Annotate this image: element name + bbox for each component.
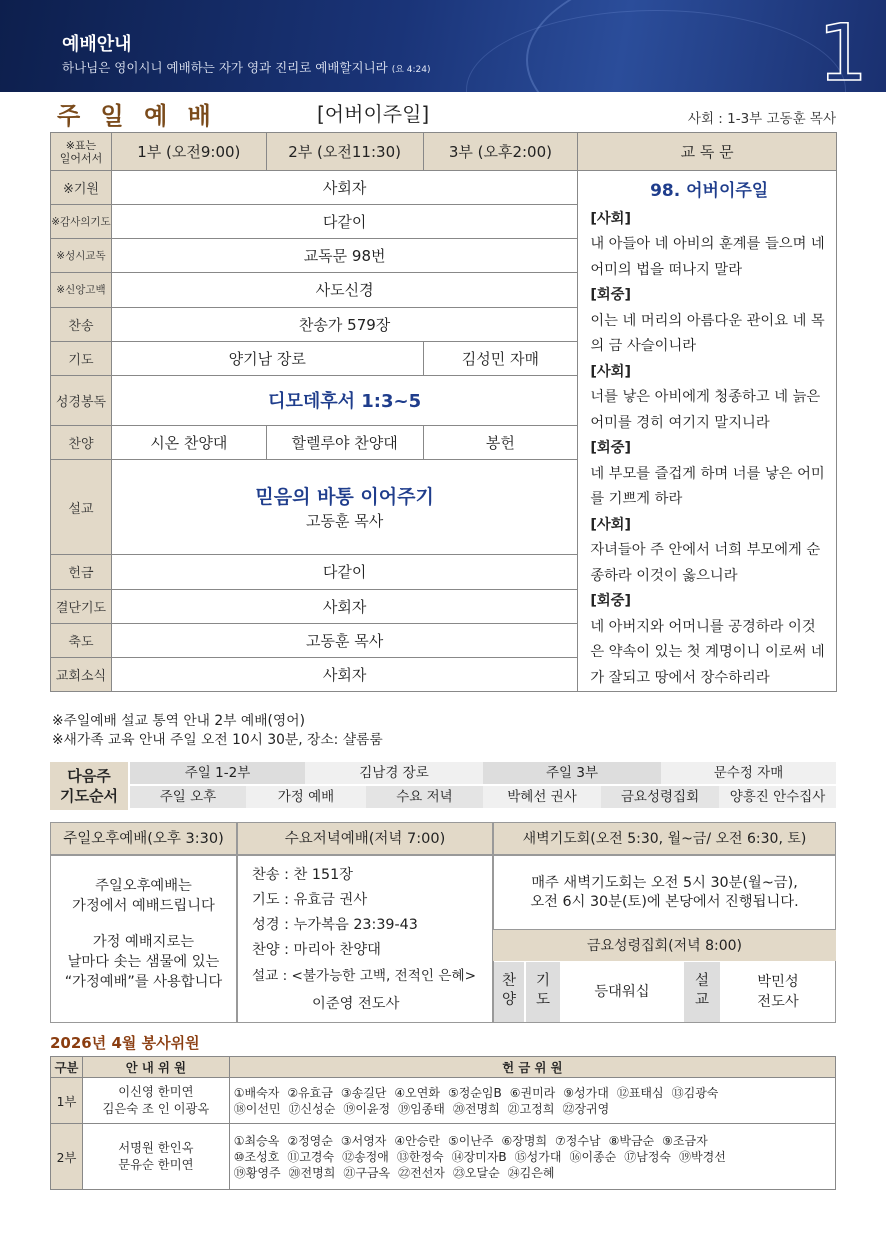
row-value: 사도신경 bbox=[111, 273, 577, 307]
friday-header: 금요성령집회(저녁 8:00) bbox=[493, 929, 836, 961]
choir-2: 할렐루야 찬양대 bbox=[266, 425, 423, 459]
friday-praise-label: 찬 양 bbox=[494, 962, 524, 1022]
responsive-reading bbox=[578, 171, 837, 692]
notes bbox=[52, 712, 383, 750]
verse-ref: (요 4:24) bbox=[391, 65, 431, 75]
row-label: 찬송 bbox=[51, 307, 112, 341]
offering-name: ⑫송정애 bbox=[342, 1149, 389, 1164]
offering-name: ㉔김은혜 bbox=[507, 1165, 555, 1180]
offering-name: ⑲박경선 bbox=[679, 1149, 726, 1164]
reading-line bbox=[590, 360, 828, 437]
col-group: 구분 bbox=[51, 1057, 83, 1078]
sunday-pm-text-2: 가정 예배지로는 날마다 솟는 샘물에 있는 “가정예배”를 사용합니다 bbox=[64, 934, 223, 990]
row-value: 다같이 bbox=[111, 205, 577, 239]
friday-sermon-label: 설 교 bbox=[684, 962, 720, 1022]
offering-name: ⑫표태심 bbox=[616, 1085, 664, 1100]
offering-name: ⑦정수남 bbox=[555, 1133, 601, 1148]
prayer-order-cell: 김남경 장로 bbox=[305, 762, 483, 784]
service-3-header: 3부 (오후2:00) bbox=[423, 133, 578, 171]
friday-prayer-value: 등대워십 bbox=[594, 984, 650, 1000]
offering-name: ⑲임종태 bbox=[398, 1101, 445, 1116]
reading-role: [사회] bbox=[590, 210, 632, 227]
row-value: 사회자 bbox=[111, 171, 577, 205]
note-line: ※주일예배 설교 통역 안내 2부 예배(영어) bbox=[52, 713, 305, 729]
reading-line bbox=[590, 513, 828, 590]
dawn-line: 매주 새벽기도회는 오전 5시 30분(월~금), bbox=[531, 875, 798, 891]
offering-name: ⑪고경숙 bbox=[287, 1149, 335, 1164]
row-label: 성경봉독 bbox=[51, 375, 112, 425]
mark-line: ※표는 bbox=[65, 138, 97, 152]
offering-name: ④오연화 bbox=[394, 1085, 440, 1100]
sermon-preacher: 고동훈 목사 bbox=[306, 511, 384, 530]
wednesday-line: 기도 : 유효금 권사 bbox=[252, 892, 368, 908]
row-value: 교독문 98번 bbox=[111, 239, 577, 273]
offering-name: ⑨조금자 bbox=[662, 1133, 708, 1148]
worship-host: 사회 : 1-3부 고동훈 목사 bbox=[687, 111, 836, 127]
row-value: 사회자 bbox=[111, 657, 577, 691]
offering-list bbox=[229, 1078, 835, 1124]
offering-name: ⑬한정숙 bbox=[396, 1149, 444, 1164]
row-label: 축도 bbox=[51, 623, 112, 657]
offering-name: ⑲이윤정 bbox=[343, 1101, 391, 1116]
row-label: ※신앙고백 bbox=[51, 273, 112, 307]
wednesday-line: 설교 : <불가능한 고백, 전적인 은혜> bbox=[252, 968, 476, 984]
reading-text: 네 부모를 즐겁게 하며 너를 낳은 어미를 기쁘게 하라 bbox=[590, 465, 825, 507]
wednesday-header: 수요저녁예배(저녁 7:00) bbox=[237, 822, 493, 855]
page-number bbox=[818, 14, 868, 86]
row-label: ※성시교독 bbox=[51, 239, 112, 273]
offering-name: ㉓오달순 bbox=[452, 1165, 500, 1180]
reading-line bbox=[590, 207, 828, 284]
offering-list bbox=[229, 1124, 835, 1190]
stand-mark-header bbox=[51, 133, 112, 171]
prayer-order-cell: 가정 예배 bbox=[246, 786, 366, 808]
offering-name: ⑨성가대 bbox=[563, 1085, 609, 1100]
reading-header: 교 독 문 bbox=[578, 133, 837, 171]
reading-text: 이는 네 머리의 아름다운 관이요 네 목의 금 사슬이니라 bbox=[590, 312, 825, 354]
dawn-header: 새벽기도회(오전 5:30, 월~금/ 오전 6:30, 토) bbox=[493, 822, 836, 855]
offering-name: ⑤이난주 bbox=[447, 1133, 494, 1148]
prayer-order-cell: 수요 저녁 bbox=[366, 786, 483, 808]
reading-line bbox=[590, 436, 828, 513]
reading-title: 98. 어버이주일 bbox=[650, 181, 769, 201]
banner-title: 예배안내 bbox=[62, 34, 132, 55]
prayer-order-cell: 양흥진 안수집사 bbox=[719, 786, 836, 808]
offering-name: ⑳전명희 bbox=[288, 1165, 336, 1180]
wednesday-line: 성경 : 누가복음 23:39-43 bbox=[252, 917, 418, 933]
offering-name: ③송길단 bbox=[340, 1085, 387, 1100]
wednesday-line: 이준영 전도사 bbox=[312, 996, 400, 1012]
prayer-order-cell: 박혜선 권사 bbox=[483, 786, 601, 808]
scripture: 디모데후서 1:3~5 bbox=[111, 375, 577, 425]
sunday-pm-text-1: 주일오후예배는 가정에서 예배드립니다 bbox=[72, 878, 215, 914]
offering-name: ⑰남정숙 bbox=[624, 1149, 672, 1164]
prayer-order-cell: 금요성령집회 bbox=[601, 786, 719, 808]
service-2-header: 2부 (오전11:30) bbox=[266, 133, 423, 171]
service-1-header: 1부 (오전9:00) bbox=[111, 133, 266, 171]
ushers: 이신영 한미연 김은숙 조 인 이광옥 bbox=[82, 1078, 229, 1124]
offering-name: ⑮성가대 bbox=[514, 1149, 562, 1164]
offering-name: ⑰신성순 bbox=[288, 1101, 336, 1116]
offering-name: ②유효금 bbox=[287, 1085, 333, 1100]
offering-name: ⑱이선민 bbox=[233, 1101, 281, 1116]
worship-table bbox=[50, 132, 837, 692]
banner-verse bbox=[62, 58, 431, 76]
reading-line bbox=[590, 589, 828, 691]
friday-sermon-value: 박민성 전도사 bbox=[757, 974, 799, 1010]
offering-name: ⑧박금순 bbox=[608, 1133, 655, 1148]
offering-name: ⑭장미자B bbox=[451, 1149, 507, 1164]
offering-name: ②정영순 bbox=[287, 1133, 333, 1148]
offering-name: ⑤정순임B bbox=[447, 1085, 502, 1100]
sunday-pm-header: 주일오후예배(오후 3:30) bbox=[50, 822, 237, 855]
reading-text: 네 아버지와 어머니를 공경하라 이것은 약속이 있는 첫 계명이니 이로써 네가 잘되고 땅에서 장수하리라 bbox=[590, 618, 825, 686]
row-label: ※기원 bbox=[51, 171, 112, 205]
reading-role: [회중] bbox=[590, 440, 632, 456]
offering-name: ⑥장명희 bbox=[501, 1133, 548, 1148]
group-label: 1부 bbox=[51, 1078, 83, 1124]
wednesday-line: 찬송 : 찬 151장 bbox=[252, 867, 353, 883]
friday-prayer-label: 기 도 bbox=[526, 962, 560, 1022]
row-label: 기도 bbox=[51, 341, 112, 375]
header-banner bbox=[0, 0, 886, 92]
offering-name: ⑯이종순 bbox=[569, 1149, 617, 1164]
choir-3: 봉헌 bbox=[423, 425, 578, 459]
volunteers-title: 2026년 4월 봉사위원 bbox=[50, 1034, 200, 1052]
reading-text: 자녀들아 주 안에서 너희 부모에게 순종하라 이것이 옳으니라 bbox=[590, 542, 821, 584]
offering-name: ④안승란 bbox=[394, 1133, 440, 1148]
offering-name: ㉑고정희 bbox=[507, 1101, 555, 1116]
prayer-leader-2: 김성민 자매 bbox=[423, 341, 578, 375]
reading-role: [회중] bbox=[590, 593, 632, 609]
label-line: 기도순서 bbox=[60, 787, 118, 805]
worship-title: 주 일 예 배 bbox=[57, 102, 217, 130]
row-label: 결단기도 bbox=[51, 589, 112, 623]
prayer-leader-1: 양기남 장로 bbox=[111, 341, 423, 375]
reading-role: [회중] bbox=[590, 287, 632, 303]
offering-name: ㉒장귀영 bbox=[562, 1101, 610, 1116]
row-label: ※감사의기도 bbox=[51, 205, 112, 239]
sermon-title: 믿음의 바통 이어주기 bbox=[255, 485, 434, 508]
prayer-order-cell: 주일 3부 bbox=[483, 762, 661, 784]
reading-text: 내 아들아 네 아비의 훈계를 들으며 네 어미의 법을 떠나지 말라 bbox=[590, 236, 825, 278]
offering-name: ①최승옥 bbox=[233, 1133, 280, 1148]
row-label: 헌금 bbox=[51, 555, 112, 589]
offering-name: ⑬김광숙 bbox=[671, 1085, 719, 1100]
row-label: 설교 bbox=[51, 460, 112, 555]
ushers: 서명원 한인옥 문유순 한미연 bbox=[82, 1124, 229, 1190]
page-number-text: 1 bbox=[818, 14, 868, 86]
prayer-order-cell: 문수정 자매 bbox=[661, 762, 836, 784]
row-label: 교회소식 bbox=[51, 657, 112, 691]
mark-line: 일어서서 bbox=[59, 151, 103, 165]
offering-name: ⑩조성호 bbox=[233, 1149, 280, 1164]
offering-name: ⑳전명희 bbox=[452, 1101, 500, 1116]
wednesday-line: 찬양 : 마리아 찬양대 bbox=[252, 942, 381, 958]
col-offering: 헌 금 위 원 bbox=[229, 1057, 835, 1078]
reading-line bbox=[590, 283, 828, 360]
prayer-order-label bbox=[50, 762, 128, 810]
note-line: ※새가족 교육 안내 주일 오전 10시 30분, 장소: 샬롬룸 bbox=[52, 732, 383, 748]
label-line: 다음주 bbox=[67, 767, 111, 785]
offering-name: ③서영자 bbox=[340, 1133, 387, 1148]
reading-text: 너를 낳은 아비에게 청종하고 네 늙은 어미를 경히 여기지 말지니라 bbox=[590, 389, 821, 431]
row-value: 찬송가 579장 bbox=[111, 307, 577, 341]
offering-name: ㉒전선자 bbox=[398, 1165, 445, 1180]
prayer-order-cell: 주일 1-2부 bbox=[130, 762, 305, 784]
sermon bbox=[111, 460, 577, 555]
group-label: 2부 bbox=[51, 1124, 83, 1190]
offering-name: ①배숙자 bbox=[233, 1085, 280, 1100]
volunteers-table bbox=[50, 1056, 836, 1190]
prayer-order-cell: 주일 오후 bbox=[130, 786, 246, 808]
offering-name: ㉑구금옥 bbox=[343, 1165, 391, 1180]
row-label: 찬양 bbox=[51, 425, 112, 459]
verse-text: 하나님은 영이시니 예배하는 자가 영과 진리로 예배할지니라 bbox=[62, 60, 388, 75]
offering-name: ⑥권미라 bbox=[509, 1085, 556, 1100]
reading-role: [사회] bbox=[590, 363, 632, 380]
special-sunday: [어버이주일] bbox=[317, 102, 430, 126]
reading-role: [사회] bbox=[590, 516, 632, 533]
offering-name: ⑲황영주 bbox=[233, 1165, 281, 1180]
choir-1: 시온 찬양대 bbox=[111, 425, 266, 459]
row-value: 사회자 bbox=[111, 589, 577, 623]
col-usher: 안 내 위 원 bbox=[82, 1057, 229, 1078]
row-value: 고동훈 목사 bbox=[111, 623, 577, 657]
row-value: 다같이 bbox=[111, 555, 577, 589]
dawn-line: 오전 6시 30분(토)에 본당에서 진행됩니다. bbox=[530, 894, 799, 910]
